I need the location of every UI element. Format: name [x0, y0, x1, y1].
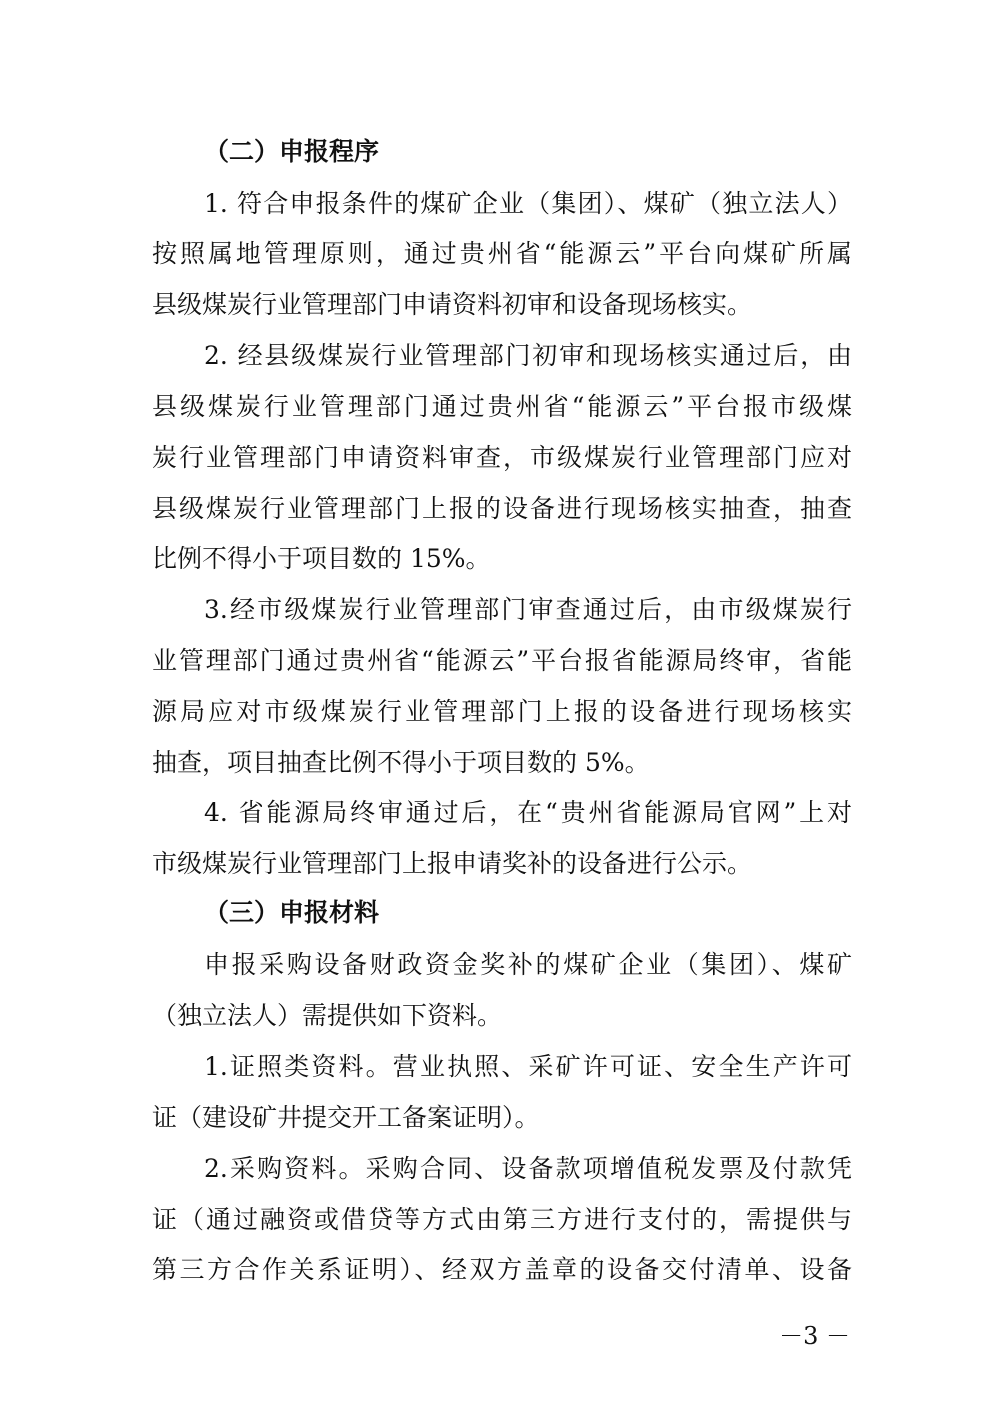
paragraph-line: 2. 经县级煤炭行业管理部门初审和现场核实通过后，由 — [204, 341, 852, 370]
paragraph-line: （独立法人）需提供如下资料。 — [152, 1001, 503, 1030]
paragraph-line: 证（通过融资或借贷等方式由第三方进行支付的，需提供与 — [152, 1205, 852, 1234]
paragraph-line: 证（建设矿井提交开工备案证明）。 — [152, 1103, 540, 1132]
page-number: －3 － — [779, 1322, 850, 1350]
paragraph-line: 县级煤炭行业管理部门通过贵州省“能源云”平台报市级煤 — [152, 392, 852, 421]
paragraph-line: 按照属地管理原则，通过贵州省“能源云”平台向煤矿所属 — [152, 239, 852, 268]
paragraph-line: 1.证照类资料。营业执照、采矿许可证、安全生产许可 — [204, 1052, 852, 1081]
paragraph-line: 1. 符合申报条件的煤矿企业（集团）、煤矿（独立法人） — [204, 189, 852, 218]
paragraph-line: 抽查，项目抽查比例不得小于项目数的 5%。 — [152, 748, 650, 777]
paragraph-line: 源局应对市级煤炭行业管理部门上报的设备进行现场核实 — [152, 697, 852, 726]
section-heading-application-procedure: （二）申报程序 — [204, 137, 380, 166]
paragraph-line: 县级煤炭行业管理部门上报的设备进行现场核实抽查，抽查 — [152, 494, 852, 523]
paragraph-line: 业管理部门通过贵州省“能源云”平台报省能源局终审，省能 — [152, 646, 852, 675]
paragraph-line: 比例不得小于项目数的 15%。 — [152, 544, 491, 573]
paragraph-line: 申报采购设备财政资金奖补的煤矿企业（集团）、煤矿 — [204, 950, 852, 979]
paragraph-line: 2.采购资料。采购合同、设备款项增值税发票及付款凭 — [204, 1154, 852, 1183]
paragraph-line: 3.经市级煤炭行业管理部门审查通过后，由市级煤炭行 — [204, 595, 852, 624]
paragraph-line: 县级煤炭行业管理部门申请资料初审和设备现场核实。 — [152, 290, 753, 319]
section-heading-application-materials: （三）申报材料 — [204, 898, 380, 927]
paragraph-line: 4. 省能源局终审通过后，在“贵州省能源局官网”上对 — [204, 798, 852, 827]
paragraph-line: 市级煤炭行业管理部门上报申请奖补的设备进行公示。 — [152, 849, 753, 878]
paragraph-line: 第三方合作关系证明）、经双方盖章的设备交付清单、设备 — [152, 1255, 852, 1284]
paragraph-line: 炭行业管理部门申请资料审查，市级煤炭行业管理部门应对 — [152, 443, 852, 472]
